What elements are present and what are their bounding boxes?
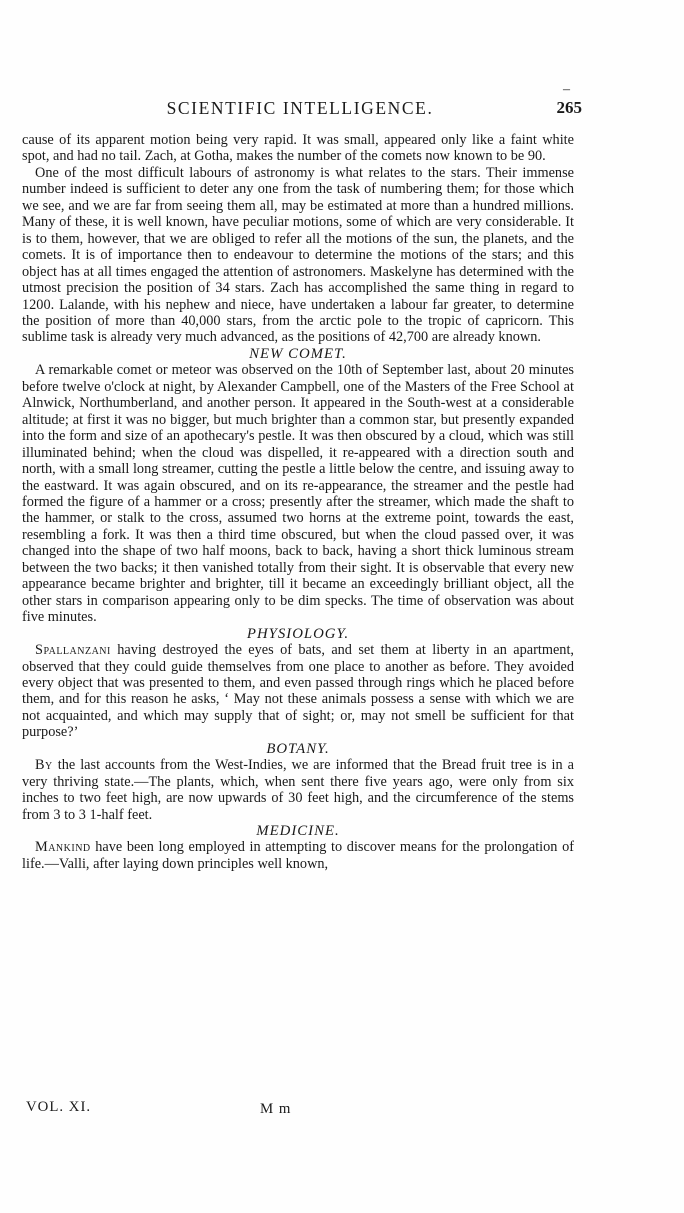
running-title: SCIENTIFIC INTELLIGENCE. [166, 98, 434, 118]
heading-new-comet: NEW COMET. [249, 345, 347, 362]
ink-mark: ‒ [563, 82, 570, 97]
lead-word: By [35, 757, 53, 774]
paragraph-text: have been long employed in attempting to discover means for the prolongation of life.—Valli, after laying down principles well known, [22, 839, 574, 872]
heading-botany: BOTANY. [266, 740, 330, 757]
paragraph-physiology [22, 642, 574, 741]
paragraph-text: having destroyed the eyes of bats, and set them at liberty in an apartment, observed that they could guide themselves from one place to another as before. They avoided every object that was presented to them, and even passed through rings which he placed before them, and for this reason he asks, ‘ May not these animals possess a sense with which we are not acquainted, and which may supply that of sight; or, may not smell be sufficient for that purpose?’ [22, 642, 574, 741]
page-body [22, 132, 574, 872]
paragraph-botany [22, 757, 574, 823]
paragraph-text: the last accounts from the West-Indies, we are informed that the Bread fruit tree is in a very thriving state.—The plants, which, when sent there five years ago, were only from six inches to two feet high, are now upwards of 30 feet high, and the circumference of the stems from 3 to 3 1-half feet. [22, 757, 574, 823]
signature-mark: M m [260, 1101, 292, 1117]
running-header [22, 82, 582, 126]
paragraph-new-comet: A remarkable comet or meteor was observed on the 10th of September last, about 20 minutes before twelve o'clock at night, by Alexander Campbell, one of the Masters of the Free School at Alnwick, Northumberland, and another person. It appeared in the South-west at a considerable altitude; at first it was no bigger, but much brighter than a common star, but presently expanded into the form and size of an apothecary's pestle. It was then obscured by a cloud, which was still illuminated behind; when the cloud was dispelled, it re-appeared with a direction south and north, with a small long streamer, cutting the pestle a little below the centre, and issuing away to the eastward. It was again obscured, and on its re-appearance, the streamer and the pestle had formed the figure of a hammer or a cross; presently after the streamer, which made the shaft to the hammer, or stalk to the cross, assumed two horns at the extreme point, towards the east, resembling a fork. It was then a third time obscured, but when the cloud passed over, it was changed into the shape of two half moons, back to back, having a short thick luminous stream between the two backs; it then vanished totally from their sight. It is observable that every new appearance became brighter and brighter, till it became an exceedingly brilliant object, all the other stars in comparison appearing only to be dim specks. The time of observation was about five minutes. [22, 362, 574, 626]
lead-word: Mankind [35, 839, 91, 856]
heading-medicine: MEDICINE. [256, 823, 340, 840]
page-number: 265 [556, 98, 582, 117]
heading-physiology: PHYSIOLOGY. [246, 625, 350, 642]
volume-label: VOL. XI. [26, 1099, 92, 1115]
lead-word: Spallanzani [35, 642, 111, 659]
paragraph-medicine [22, 839, 574, 872]
paragraph-stars: One of the most difficult labours of astronomy is what relates to the stars. Their immense number indeed is sufficient to deter any one from the task of numbering them; for those which we see, and we are far from seeing them all, may be estimated at more than a hundred millions. Many of these, it is well known, have peculiar motions, some of which are very considerable. It is to them, however, that we are obliged to refer all the motions of the sun, the planets, and the comets. It is of importance then to endeavour to determine the motions of the stars; and this object has at all times engaged the attention of astronomers. Maskelyne has determined with the utmost precision the position of 34 stars. Zach has accomplished the same thing in regard to 1200. Lalande, with his nephew and niece, have undertaken a labour far greater, to determine the position of more than 40,000 stars, from the arctic pole to the tropic of capricorn. This sublime task is already very much advanced, as the positions of 42,700 are already known. [22, 164, 574, 346]
paragraph-comet-end: cause of its apparent motion being very rapid. It was small, appeared only like a faint white spot, and had no tail. Zach, at Gotha, makes the number of the comets now known to be 90. [22, 132, 574, 165]
